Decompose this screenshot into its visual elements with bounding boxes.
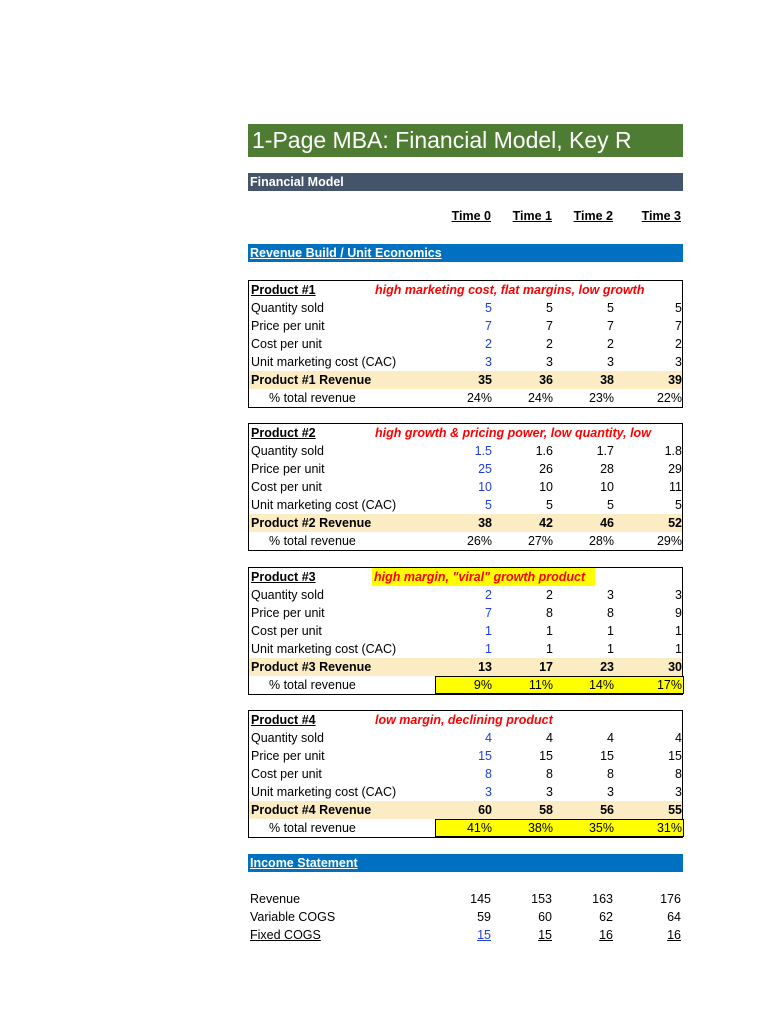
row-label: Price per unit: [251, 606, 325, 620]
cell: 1: [546, 624, 553, 638]
product-pct-row: [249, 389, 682, 407]
page-title: 1-Page MBA: Financial Model, Key R: [248, 124, 683, 157]
row-label: Price per unit: [251, 749, 325, 763]
cell: 38%: [527, 821, 553, 835]
cell: 7: [485, 319, 492, 333]
cell: 23%: [588, 391, 614, 405]
cell: 2: [607, 337, 614, 351]
row-label: Product #4 Revenue: [251, 803, 372, 817]
cell: 29: [668, 462, 682, 476]
cell: 5: [607, 498, 614, 512]
product-input-row: [249, 317, 682, 335]
product-input-row: [249, 729, 682, 747]
cell: 3: [546, 355, 553, 369]
cell: 39: [668, 373, 682, 387]
row-label: Revenue: [250, 892, 301, 906]
product-revenue-row: [249, 371, 682, 389]
product-input-row: [249, 747, 682, 765]
cell: 36: [539, 373, 553, 387]
product-revenue-row: [249, 658, 682, 676]
product-revenue-row: [249, 801, 682, 819]
row-label: Unit marketing cost (CAC): [251, 498, 397, 512]
product-name: Product #2: [251, 426, 316, 440]
cell: 28%: [588, 534, 614, 548]
cell: 46: [600, 516, 614, 530]
product-header: [249, 424, 682, 442]
cell: 8: [485, 767, 492, 781]
row-label: Cost per unit: [251, 624, 322, 638]
cell: 24%: [527, 391, 553, 405]
row-label: Product #1 Revenue: [251, 373, 372, 387]
cell: 5: [607, 301, 614, 315]
cell: 26%: [466, 534, 492, 548]
cell: 5: [485, 301, 492, 315]
product-note: low margin, declining product: [375, 713, 553, 727]
cell: 58: [539, 803, 553, 817]
product-name: Product #4: [251, 713, 316, 727]
cell: 14%: [588, 678, 614, 692]
cell: 28: [600, 462, 614, 476]
time-headers: [248, 209, 683, 227]
cell: 2: [485, 588, 492, 602]
cell: 2: [675, 337, 682, 351]
cell: 145: [470, 892, 491, 906]
cell: 64: [667, 910, 681, 924]
row-label: Product #3 Revenue: [251, 660, 372, 674]
row-label: % total revenue: [269, 534, 356, 548]
cell: 1: [675, 642, 682, 656]
cell: 4: [607, 731, 614, 745]
cell: 3: [607, 785, 614, 799]
section-income-statement: [248, 854, 683, 872]
product-input-row: [249, 640, 682, 658]
cell: 15: [539, 749, 553, 763]
product-pct-row: [249, 532, 682, 550]
cell: 22%: [656, 391, 682, 405]
product-header: [249, 711, 682, 729]
product-note: high marketing cost, flat margins, low growth: [375, 283, 645, 297]
row-label: Quantity sold: [251, 444, 324, 458]
time-header: Time 2: [573, 209, 613, 223]
product-input-row: [249, 353, 682, 371]
cell: 15: [600, 749, 614, 763]
row-label: Price per unit: [251, 319, 325, 333]
cell: 1: [675, 624, 682, 638]
cell: 56: [600, 803, 614, 817]
cell: 31%: [656, 821, 682, 835]
cell: 25: [478, 462, 492, 476]
cell: 1.8: [664, 444, 682, 458]
cell: 42: [539, 516, 553, 530]
product-input-row: [249, 586, 682, 604]
income-statement-table: [248, 890, 683, 944]
product-block-4: [248, 710, 683, 838]
cell: 13: [478, 660, 492, 674]
income-row-revenue: [248, 890, 683, 908]
income-row-variable-cogs: [248, 908, 683, 926]
product-pct-row: [249, 819, 682, 837]
row-label: Quantity sold: [251, 731, 324, 745]
cell: 7: [546, 319, 553, 333]
cell: 4: [675, 731, 682, 745]
cell: 176: [660, 892, 681, 906]
cell: 59: [477, 910, 491, 924]
cell: 16: [667, 928, 681, 942]
product-input-row: [249, 783, 682, 801]
cell: 1.6: [535, 444, 553, 458]
cell: 8: [546, 606, 553, 620]
product-block-3: [248, 567, 683, 695]
product-input-row: [249, 604, 682, 622]
cell: 17: [539, 660, 553, 674]
cell: 5: [546, 498, 553, 512]
section-revenue-build-label: Revenue Build / Unit Economics: [250, 246, 442, 260]
cell: 2: [546, 588, 553, 602]
cell: 9: [675, 606, 682, 620]
cell: 15: [668, 749, 682, 763]
cell: 1.5: [474, 444, 492, 458]
cell: 2: [485, 337, 492, 351]
cell: 153: [531, 892, 552, 906]
cell: 3: [607, 588, 614, 602]
cell: 10: [478, 480, 492, 494]
time-header: Time 1: [512, 209, 552, 223]
cell: 7: [485, 606, 492, 620]
product-input-row: [249, 496, 682, 514]
cell: 35%: [588, 821, 614, 835]
section-financial-model-label: Financial Model: [250, 175, 344, 189]
product-pct-row: [249, 676, 682, 694]
row-label: Fixed COGS: [250, 928, 321, 942]
cell: 10: [539, 480, 553, 494]
cell: 5: [546, 301, 553, 315]
row-label: Price per unit: [251, 462, 325, 476]
cell: 15: [538, 928, 552, 942]
cell: 11: [669, 480, 682, 494]
cell: 24%: [466, 391, 492, 405]
section-income-statement-label: Income Statement: [250, 856, 358, 870]
cell: 60: [478, 803, 492, 817]
cell: 5: [485, 498, 492, 512]
cell: 3: [485, 355, 492, 369]
product-block-2: [248, 423, 683, 551]
cell: 9%: [473, 678, 492, 692]
cell: 3: [485, 785, 492, 799]
row-label: Cost per unit: [251, 480, 322, 494]
cell: 15: [477, 928, 491, 942]
cell: 29%: [656, 534, 682, 548]
income-row-fixed-cogs: [248, 926, 683, 944]
cell: 38: [600, 373, 614, 387]
row-label: Unit marketing cost (CAC): [251, 355, 397, 369]
cell: 3: [675, 355, 682, 369]
cell: 55: [668, 803, 682, 817]
product-input-row: [249, 765, 682, 783]
section-financial-model: [248, 173, 683, 191]
row-label: % total revenue: [269, 391, 356, 405]
product-input-row: [249, 478, 682, 496]
cell: 1: [546, 642, 553, 656]
product-input-row: [249, 335, 682, 353]
product-name: Product #1: [251, 283, 316, 297]
cell: 3: [607, 355, 614, 369]
row-label: Quantity sold: [251, 301, 324, 315]
time-header: Time 3: [641, 209, 681, 223]
cell: 26: [539, 462, 553, 476]
product-input-row: [249, 442, 682, 460]
cell: 3: [546, 785, 553, 799]
row-label: Cost per unit: [251, 767, 322, 781]
row-label: Cost per unit: [251, 337, 322, 351]
cell: 5: [675, 301, 682, 315]
cell: 27%: [527, 534, 553, 548]
cell: 52: [668, 516, 682, 530]
cell: 8: [607, 767, 614, 781]
cell: 1: [607, 642, 614, 656]
cell: 5: [675, 498, 682, 512]
product-note: high growth & pricing power, low quantity, low: [375, 426, 651, 440]
cell: 4: [546, 731, 553, 745]
cell: 1: [607, 624, 614, 638]
cell: 1.7: [596, 444, 614, 458]
row-label: Product #2 Revenue: [251, 516, 372, 530]
cell: 3: [675, 785, 682, 799]
product-header: [249, 281, 682, 299]
cell: 7: [675, 319, 682, 333]
cell: 10: [600, 480, 614, 494]
row-label: Variable COGS: [250, 910, 336, 924]
product-name: Product #3: [251, 570, 316, 584]
cell: 8: [675, 767, 682, 781]
cell: 163: [592, 892, 613, 906]
cell: 17%: [656, 678, 682, 692]
product-input-row: [249, 299, 682, 317]
cell: 8: [607, 606, 614, 620]
cell: 3: [675, 588, 682, 602]
row-label: Unit marketing cost (CAC): [251, 785, 397, 799]
time-header: Time 0: [451, 209, 491, 223]
product-header: [249, 568, 682, 586]
product-input-row: [249, 622, 682, 640]
row-label: % total revenue: [269, 821, 356, 835]
section-revenue-build: [248, 244, 683, 262]
cell: 15: [478, 749, 492, 763]
cell: 1: [485, 624, 492, 638]
cell: 8: [546, 767, 553, 781]
cell: 16: [599, 928, 613, 942]
cell: 62: [599, 910, 613, 924]
cell: 11%: [528, 678, 553, 692]
cell: 4: [485, 731, 492, 745]
cell: 38: [478, 516, 492, 530]
spreadsheet: [248, 124, 683, 942]
product-block-1: [248, 280, 683, 408]
cell: 35: [478, 373, 492, 387]
cell: 7: [607, 319, 614, 333]
product-note: high margin, "viral" growth product: [372, 568, 595, 586]
cell: 23: [600, 660, 614, 674]
product-input-row: [249, 460, 682, 478]
cell: 1: [485, 642, 492, 656]
row-label: Unit marketing cost (CAC): [251, 642, 397, 656]
product-revenue-row: [249, 514, 682, 532]
cell: 60: [538, 910, 552, 924]
cell: 41%: [466, 821, 492, 835]
row-label: Quantity sold: [251, 588, 324, 602]
cell: 2: [546, 337, 553, 351]
cell: 30: [668, 660, 682, 674]
row-label: % total revenue: [269, 678, 356, 692]
